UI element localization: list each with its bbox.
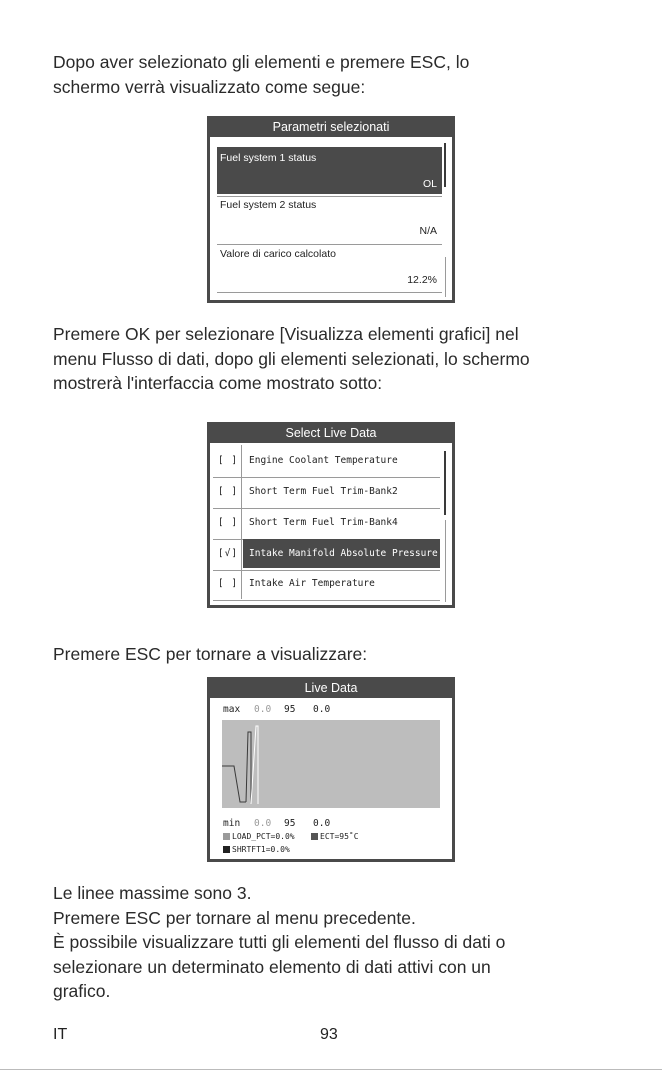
- closing-line-5: grafico.: [53, 981, 111, 1001]
- intro-paragraph: [53, 50, 628, 99]
- min-value-ect: 95: [284, 818, 296, 829]
- live-data-item[interactable]: [210, 446, 452, 477]
- screen-title: Live Data: [210, 680, 452, 698]
- parameter-row[interactable]: [217, 194, 442, 241]
- min-value-shrtft: 0.0: [313, 818, 331, 829]
- checkbox-checked[interactable]: [√]: [217, 548, 239, 559]
- legend-item: [311, 832, 359, 841]
- instruction-line-1: Premere OK per selezionare [Visualizza elementi grafici] nel: [53, 324, 519, 344]
- closing-line-3: È possibile visualizzare tutti gli elementi del flusso di dati o: [53, 932, 506, 952]
- legend-label: LOAD_PCT=0.0%: [232, 832, 295, 841]
- min-value-load: 0.0: [254, 818, 272, 829]
- closing-line-2: Premere ESC per tornare al menu precedente.: [53, 907, 416, 928]
- item-label: Short Term Fuel Trim-Bank2: [249, 486, 398, 497]
- row-divider: [217, 292, 442, 293]
- parameter-value: OL: [422, 178, 437, 190]
- screen-title: Parametri selezionati: [210, 119, 452, 137]
- closing-line-4: selezionare un determinato elemento di dati attivi con un: [53, 956, 491, 977]
- max-value-ect: 95: [284, 704, 296, 715]
- parameter-value: 12.2%: [407, 274, 437, 286]
- parameter-name: Fuel system 2 status: [220, 199, 317, 211]
- checkbox[interactable]: [ ]: [217, 455, 239, 466]
- selected-parameters-screen: [207, 116, 455, 303]
- live-data-graph: [222, 720, 440, 808]
- max-value-load: 0.0: [254, 704, 272, 715]
- page-number: 93: [320, 1026, 338, 1043]
- language-code: IT: [53, 1026, 68, 1043]
- intro-line-2: schermo verrà visualizzato come segue:: [53, 76, 366, 97]
- graph-lines: [222, 720, 440, 808]
- max-label: max: [223, 704, 241, 715]
- parameter-row[interactable]: [217, 243, 442, 290]
- closing-paragraph: [53, 881, 628, 1004]
- checkbox[interactable]: [ ]: [217, 578, 239, 589]
- instruction-paragraph: [53, 322, 628, 396]
- checkbox[interactable]: [ ]: [217, 486, 239, 497]
- scrollbar-track: [445, 257, 446, 297]
- scrollbar-track: [445, 520, 446, 602]
- item-label: Intake Air Temperature: [249, 578, 375, 589]
- series-line: [222, 766, 246, 802]
- max-value-shrtft: 0.0: [313, 704, 331, 715]
- min-label: min: [223, 818, 241, 829]
- live-data-graph-screen: [207, 677, 455, 862]
- live-data-item[interactable]: [210, 477, 452, 508]
- row-divider: [213, 600, 440, 601]
- item-label: Short Term Fuel Trim-Bank4: [249, 517, 398, 528]
- legend-item: [223, 845, 290, 854]
- parameter-row[interactable]: [217, 147, 442, 194]
- intro-line-1: Dopo aver selezionato gli elementi e premere ESC, lo: [53, 52, 470, 72]
- live-data-item[interactable]: [210, 508, 452, 539]
- series-line: [246, 732, 251, 804]
- checkbox[interactable]: [ ]: [217, 517, 239, 528]
- parameter-name: Valore di carico calcolato: [220, 248, 336, 260]
- instruction-line-3: mostrerà l'interfaccia come mostrato sotto:: [53, 373, 383, 393]
- item-label: Engine Coolant Temperature: [249, 455, 398, 466]
- legend-item: [223, 832, 295, 841]
- select-live-data-screen: [207, 422, 455, 608]
- series-line: [251, 726, 258, 804]
- parameter-name: Fuel system 1 status: [220, 152, 317, 164]
- item-label: Intake Manifold Absolute Pressure: [243, 539, 440, 568]
- closing-line-1: Le linee massime sono 3.: [53, 883, 252, 903]
- return-paragraph: [53, 642, 628, 667]
- legend-swatch: [311, 833, 318, 840]
- legend-label: SHRTFT1=0.0%: [232, 845, 290, 854]
- scrollbar[interactable]: [444, 143, 446, 187]
- live-data-item[interactable]: [210, 539, 452, 570]
- screen-title: Select Live Data: [210, 425, 452, 443]
- parameter-value: N/A: [419, 225, 437, 237]
- return-line: Premere ESC per tornare a visualizzare:: [53, 644, 368, 664]
- legend-swatch: [223, 846, 230, 853]
- page-edge-line: [0, 1069, 662, 1070]
- legend-label: ECT=95˚C: [320, 832, 359, 841]
- legend-swatch: [223, 833, 230, 840]
- scrollbar[interactable]: [444, 451, 446, 515]
- live-data-item[interactable]: [210, 569, 452, 600]
- instruction-line-2: menu Flusso di dati, dopo gli elementi selezionati, lo schermo: [53, 348, 530, 369]
